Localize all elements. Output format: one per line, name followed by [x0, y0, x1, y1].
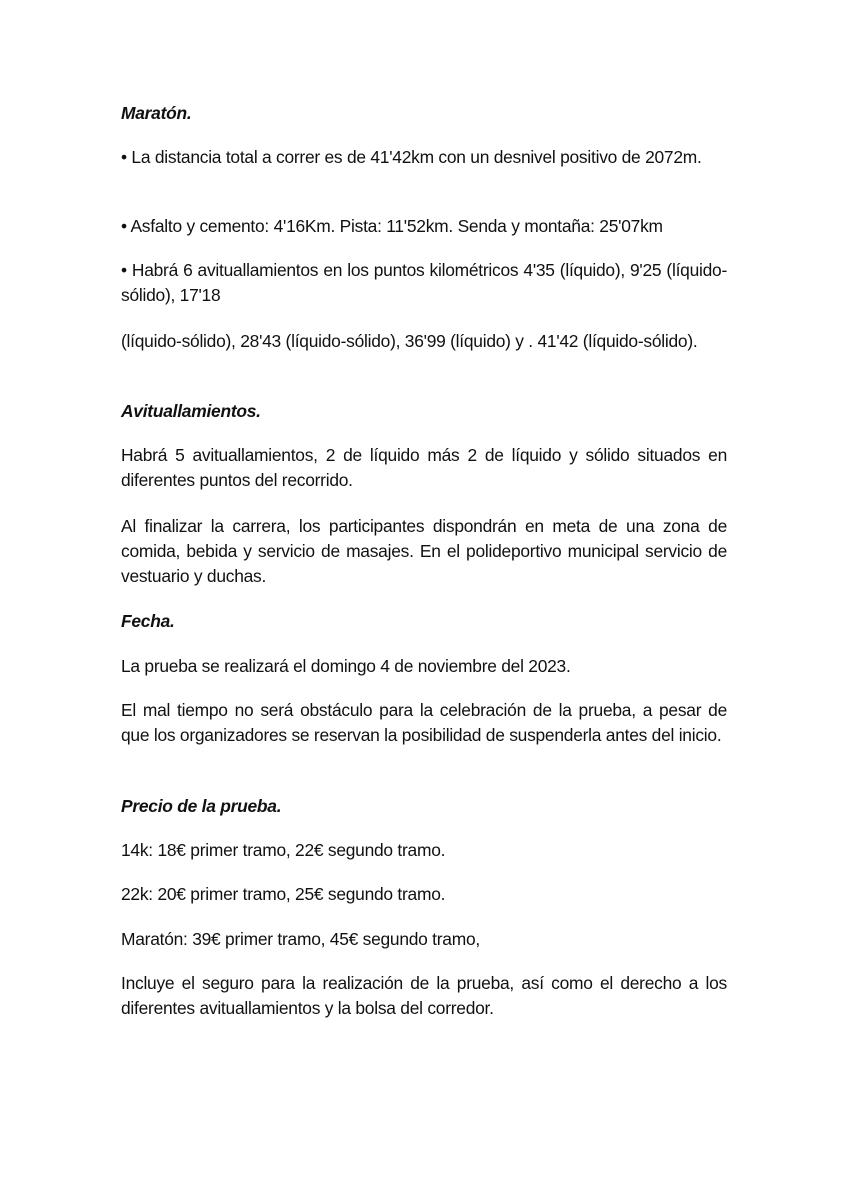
document-page	[121, 0, 727, 1200]
paragraph-meta: Al finalizar la carrera, los participantes dispondrán en meta de una zona de comida, bebida y servicio de masajes. En el polideportivo municipal servicio de vestuario y duchas.	[121, 516, 727, 586]
bullet-avituallamientos: • Habrá 6 avituallamientos en los puntos kilométricos 4'35 (líquido), 9'25 (líquido-sólido), 17'18	[121, 260, 727, 305]
bullet-distancia: • La distancia total a correr es de 41'42km con un desnivel positivo de 2072m.	[121, 147, 702, 167]
price-22k: 22k: 20€ primer tramo, 25€ segundo tramo.	[121, 884, 446, 904]
heading-precio: Precio de la prueba.	[121, 796, 282, 816]
paragraph-incluye: Incluye el seguro para la realización de la prueba, así como el derecho a los diferentes avituallamientos y la bolsa del corredor.	[121, 973, 727, 1018]
bullet-continuation: (líquido-sólido), 28'43 (líquido-sólido), 36'99 (líquido) y . 41'42 (líquido-sólido).	[121, 331, 698, 351]
paragraph-fecha: La prueba se realizará el domingo 4 de noviembre del 2023.	[121, 656, 571, 676]
price-maraton: Maratón: 39€ primer tramo, 45€ segundo tramo,	[121, 929, 480, 949]
heading-maraton: Maratón.	[121, 103, 192, 123]
heading-fecha: Fecha.	[121, 611, 175, 631]
paragraph-avituallamientos: Habrá 5 avituallamientos, 2 de líquido más 2 de líquido y sólido situados en diferentes puntos del recorrido.	[121, 445, 727, 490]
price-14k: 14k: 18€ primer tramo, 22€ segundo tramo.	[121, 840, 446, 860]
bullet-superficie: • Asfalto y cemento: 4'16Km. Pista: 11'52km. Senda y montaña: 25'07km	[121, 216, 663, 236]
heading-avituallamientos: Avituallamientos.	[121, 401, 261, 421]
paragraph-mal-tiempo: El mal tiempo no será obstáculo para la celebración de la prueba, a pesar de que los organizadores se reservan la posibilidad de suspenderla antes del inicio.	[121, 700, 727, 745]
